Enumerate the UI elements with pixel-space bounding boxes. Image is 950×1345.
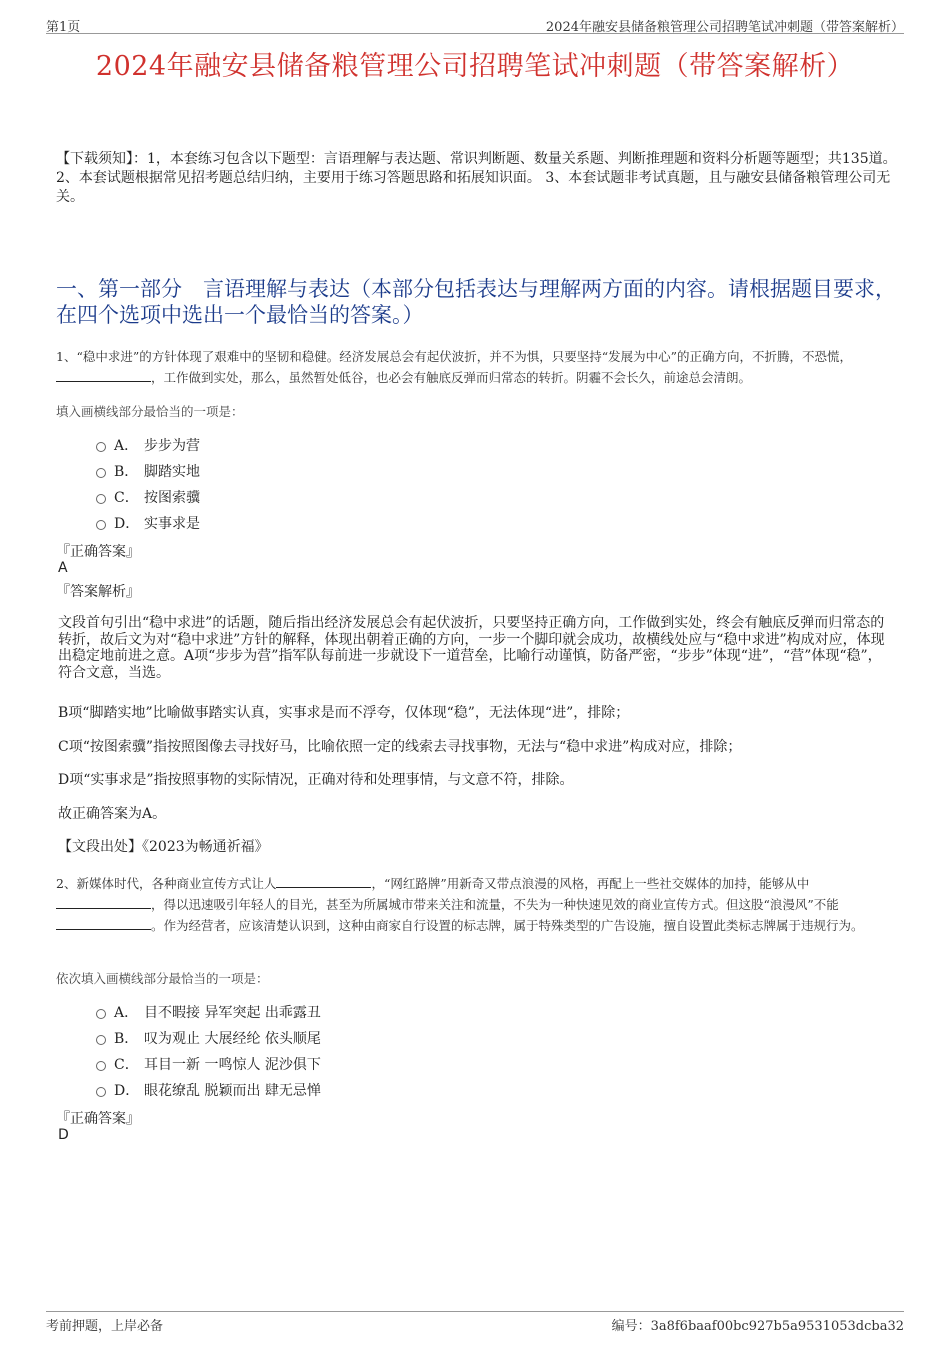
question-2-stem-part-a: 2、新媒体时代，各种商业宣传方式让人 — [56, 876, 277, 891]
option-text: 目不暇接 异军突起 出乖露丑 — [144, 1005, 321, 1021]
header-doc-title: 2024年融安县储备粮管理公司招聘笔试冲刺题（带答案解析） — [545, 20, 904, 35]
radio-icon[interactable] — [96, 1035, 106, 1045]
option-text: 按图索骥 — [144, 490, 200, 506]
analysis-paragraph: C项“按图索骥”指按照图像去寻找好马，比喻依照一定的线索去寻找事物，无法与“稳中求进”构成对应，排除； — [58, 739, 742, 755]
radio-icon[interactable] — [96, 494, 106, 504]
question-1-analysis-label: 『答案解析』 — [56, 584, 140, 600]
question-2-option-c[interactable] — [96, 1051, 321, 1077]
option-key: D． — [114, 516, 140, 532]
document-title: 2024年融安县储备粮管理公司招聘笔试冲刺题（带答案解析） — [95, 51, 855, 82]
page-footer — [46, 1311, 904, 1333]
option-key: B． — [114, 1031, 139, 1047]
option-key: C． — [114, 1057, 139, 1073]
download-notice: 【下载须知】：1，本套练习包含以下题型：言语理解与表达题、常识判断题、数量关系题、判断推理题和资料分析题等题型；共135道。 2、本套试题根据常见招考题总结归纳，主要用于练习答题思路和拓展知识面。 3、本套试题非考试真题，且与融安县储备粮管理公司无关。 — [56, 151, 897, 205]
question-1-option-b[interactable] — [96, 458, 200, 484]
option-text: 眼花缭乱 脱颖而出 肆无忌惮 — [144, 1083, 321, 1099]
page-number: 第1页 — [46, 20, 81, 35]
question-2-answer: D — [58, 1127, 69, 1143]
question-1-option-d[interactable] — [96, 510, 200, 536]
answer-blank — [56, 369, 151, 382]
question-2-stem-part-c: ，得以迅速吸引年轻人的目光，甚至为所属城市带来关注和流量，不失为一种快速见效的商业宣传方式。但这股“浪漫风”不能 — [151, 897, 839, 912]
question-2-answer-label: 『正确答案』 — [56, 1111, 140, 1127]
question-1-options — [96, 432, 200, 536]
answer-blank — [56, 896, 151, 909]
question-1-fill-prompt: 填入画横线部分最恰当的一项是： — [56, 404, 244, 419]
question-2-fill-prompt: 依次填入画横线部分最恰当的一项是： — [56, 971, 269, 986]
question-1-answer-label: 『正确答案』 — [56, 544, 140, 560]
analysis-paragraph: 文段首句引出“稳中求进”的话题，随后指出经济发展总会有起伏波折，只要坚持正确方向，工作做到实处，终会有触底反弹而归常态的转折，故后文为对“稳中求进”方针的解释，体现出朝着正确的方向，一步一个脚印就会成功，故横线处应与“稳中求进”构成对应，体现出稳定地前进之意。A项“步步为营”指军队每前进一步就设下一道营垒，比喻行动谨慎，防备严密，“步步”体现“进”，“营”体现“稳”，符合文意，当选。 — [58, 615, 885, 681]
radio-icon[interactable] — [96, 1087, 106, 1097]
question-1-option-c[interactable] — [96, 484, 200, 510]
option-key: C． — [114, 490, 139, 506]
question-1-answer: A — [58, 560, 68, 576]
question-1-option-a[interactable] — [96, 432, 200, 458]
option-key: B． — [114, 464, 139, 480]
section-title: 一、第一部分 言语理解与表达（本部分包括表达与理解两方面的内容。请根据题目要求，在四个选项中选出一个最恰当的答案。） — [56, 277, 896, 327]
question-2-stem-part-b: ，“网红路牌”用新奇又带点浪漫的风格，再配上一些社交媒体的加持，能够从中 — [371, 876, 810, 891]
option-text: 步步为营 — [144, 438, 200, 454]
option-text: 叹为观止 大展经纶 依头顺尾 — [144, 1031, 321, 1047]
page-header — [46, 14, 904, 34]
question-2-option-d[interactable] — [96, 1077, 321, 1103]
question-2-option-b[interactable] — [96, 1025, 321, 1051]
radio-icon[interactable] — [96, 468, 106, 478]
question-2-option-a[interactable] — [96, 999, 321, 1025]
answer-blank — [56, 917, 151, 930]
option-key: A． — [114, 438, 139, 454]
question-1-stem — [56, 346, 901, 388]
footer-doc-id: 编号：3a8f6baaf00bc927b5a9531053dcba32 — [611, 1319, 904, 1334]
analysis-paragraph: B项“脚踏实地”比喻做事踏实认真，实事求是而不浮夸，仅体现“稳”，无法体现“进”，排除； — [58, 705, 630, 721]
question-2-options — [96, 999, 321, 1103]
option-key: D． — [114, 1083, 140, 1099]
radio-icon[interactable] — [96, 520, 106, 530]
footer-slogan: 考前押题，上岸必备 — [46, 1319, 164, 1334]
radio-icon[interactable] — [96, 1009, 106, 1019]
option-text: 耳目一新 一鸣惊人 泥沙俱下 — [144, 1057, 321, 1073]
question-1-source: 【文段出处】《2023为畅通祈福》 — [58, 839, 269, 855]
option-key: A． — [114, 1005, 139, 1021]
analysis-conclusion: 故正确答案为A。 — [58, 806, 167, 822]
radio-icon[interactable] — [96, 1061, 106, 1071]
option-text: 脚踏实地 — [144, 464, 200, 480]
analysis-paragraph: D项“实事求是”指按照事物的实际情况，正确对待和处理事情，与文意不符，排除。 — [58, 772, 574, 788]
question-2-stem-part-d: 。作为经营者，应该清楚认识到，这种由商家自行设置的标志牌，属于特殊类型的广告设施，擅自设置此类标志牌属于违规行为。 — [151, 918, 864, 933]
question-1-stem-part-b: ，工作做到实处，那么，虽然暂处低谷，也必会有触底反弹而归常态的转折。阴霾不会长久，前途总会清朗。 — [151, 370, 752, 385]
question-2-stem — [56, 873, 901, 936]
answer-blank — [276, 875, 371, 888]
radio-icon[interactable] — [96, 442, 106, 452]
option-text: 实事求是 — [144, 516, 200, 532]
question-1-stem-part-a: 1、“稳中求进”的方针体现了艰难中的坚韧和稳健。经济发展总会有起伏波折，并不为惧，只要坚持“发展为中心”的正确方向，不折腾，不恐慌， — [56, 349, 853, 364]
